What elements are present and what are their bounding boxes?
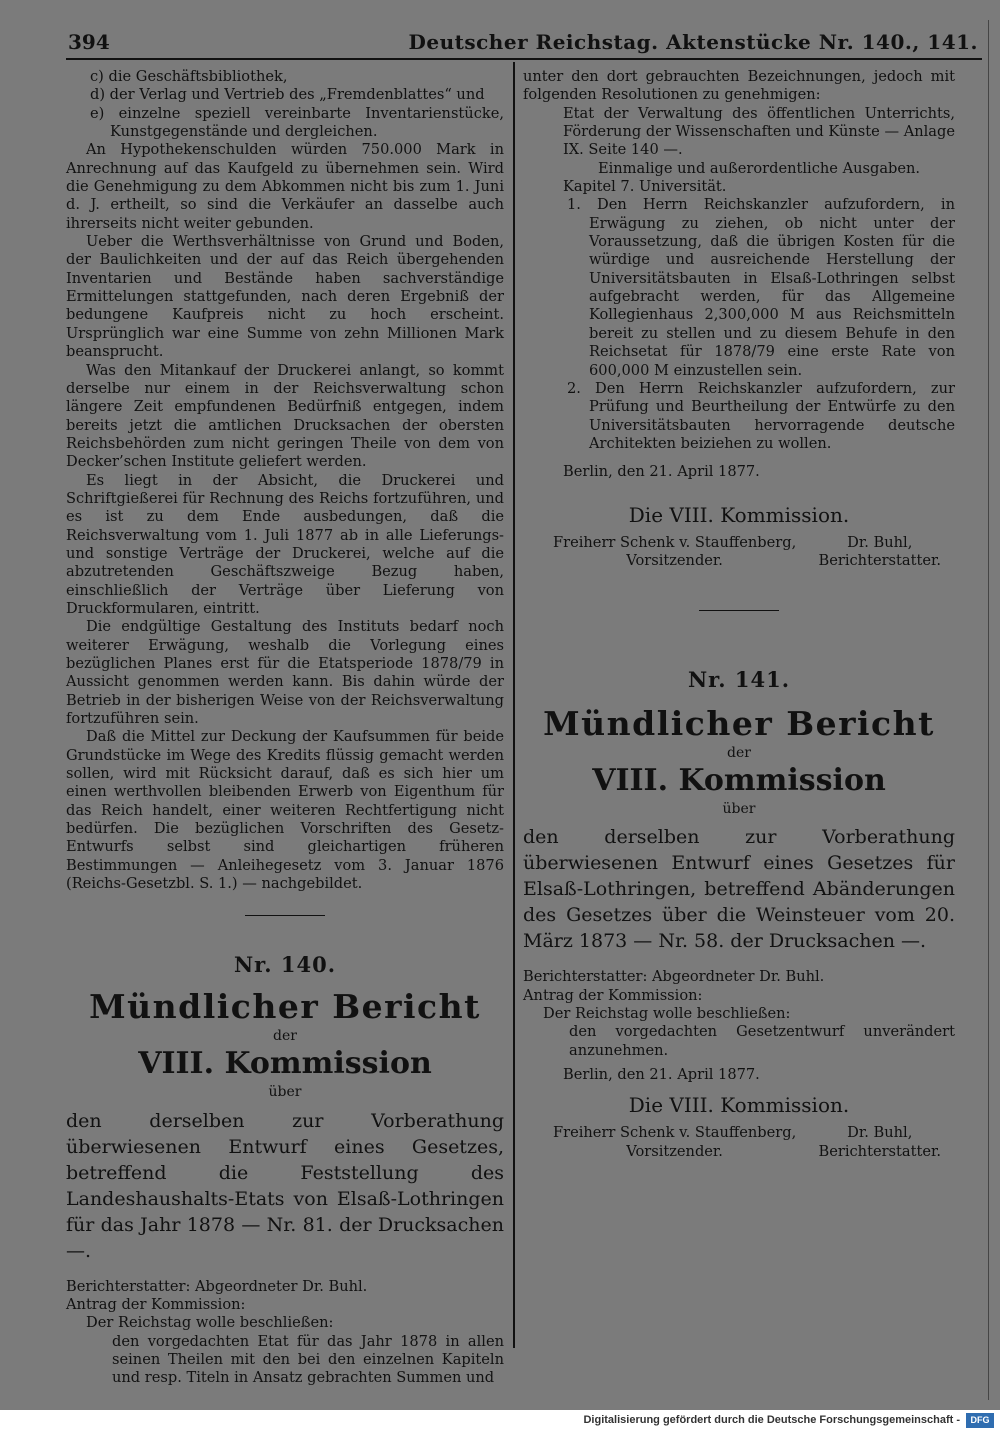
commission-title: VIII. Kommission [592, 762, 886, 798]
report-subject: den derselben zur Vorberathung überwiesenen Entwurf eines Gesetzes für Elsaß-Lothringen, betreffend Abänderungen des Gesetzes über die Weinsteuer vom 20. März 1873 — Nr. 58. der Drucksachen —. [523, 826, 955, 953]
report-subject: den derselben zur Vorberathung überwiesenen Entwurf eines Gesetzes, betreffend die Feststellung des Landeshaushalts-Etats von Elsaß-Lothringen für das Jahr 1878 — Nr. 81. der Drucksachen —. [66, 1109, 504, 1262]
section-separator [245, 915, 325, 916]
column-divider [513, 62, 515, 1348]
paragraph: Was den Mitankauf der Druckerei anlangt, so kommt derselbe nur einem in der Reichsverwaltung schon längere Zeit empfundenen Bedürfniß entgegen, indem bereits jetzt die amtlichen Drucksachen der obersten Reichsbehörden zum nicht geringen Theile von dem von Decker’schen Institute geliefert werden. [66, 361, 504, 471]
page-header [66, 28, 982, 60]
ueber-label: über [268, 1084, 302, 1101]
section-separator [699, 610, 779, 611]
paragraph: Es liegt in der Absicht, die Druckerei und Schriftgießerei für Rechnung des Reichs fortzuführen, und es ist zu dem Ende ausbedungen, daß die Reichsverwaltung vom 1. Juli 1877 ab in alle Lieferungs- und sonstige Verträge der Druckerei, welche auf die abzutretenden Geschäftszweige Bezug haben, einschließlich der Verträge über Lieferung von Druckformularen, eintritt. [66, 471, 504, 617]
chair-name: Freiherr Schenk v. Stauffenberg, [553, 1124, 797, 1142]
motion-text: den vorgedachten Gesetzentwurf unverändert anzunehmen. [569, 1023, 955, 1059]
list-item: d) der Verlag und Vertrieb des „Fremdenblattes“ und [90, 86, 485, 104]
reichstag-line: Der Reichstag wolle beschließen: [86, 1314, 334, 1332]
signatures [523, 534, 955, 571]
paragraph: Die endgültige Gestaltung des Instituts bedarf noch weiterer Erwägung, weshalb die Vorlegung eines bezüglichen Planes erst für die Etatsperiode 1878/79 in Aussicht genommen werden kann. Bis dahin würde der Betrieb in der bisherigen Weise von der Reichsverwaltung fortzuführen sein. [66, 618, 504, 728]
left-column [66, 68, 504, 1388]
dfg-logo: DFG [966, 1413, 994, 1428]
reporter-role: Berichterstatter. [818, 551, 941, 569]
paragraph: unter den dort gebrauchten Bezeichnungen, jedoch mit folgenden Resolutionen zu genehmigen: [523, 68, 955, 104]
reporter-name: Dr. Buhl, [847, 533, 913, 551]
document-number: Nr. 141. [687, 667, 791, 693]
paragraph: Ueber die Werthsverhältnisse von Grund und Boden, der Baulichkeiten und der auf das Reich übergehenden Inventarien und Bestände haben sachverständige Ermittelungen stattgefunden, nach deren Ergebniß der bedungene Kaufpreis nicht zu hoch erscheint. Ursprünglich war eine Summe von zehn Millionen Mark beansprucht. [66, 233, 504, 361]
date-line: Berlin, den 21. April 1877. [563, 1066, 760, 1083]
report-heading: Mündlicher Bericht [89, 986, 481, 1026]
reporter-role: Berichterstatter. [818, 1142, 941, 1160]
report-heading: Mündlicher Bericht [543, 703, 935, 743]
date-line: Berlin, den 21. April 1877. [563, 463, 760, 481]
reporter-name: Dr. Buhl, [847, 1124, 913, 1142]
footer-bar [0, 1410, 1000, 1432]
reporter-line: Berichterstatter: Abgeordneter Dr. Buhl. [66, 1277, 368, 1295]
chair-name: Freiherr Schenk v. Stauffenberg, [553, 533, 797, 551]
reichstag-line: Der Reichstag wolle beschließen: [543, 1004, 791, 1022]
chair-signature [553, 1124, 796, 1161]
signatures [523, 1124, 955, 1161]
etat-line: Etat der Verwaltung des öffentlichen Unterrichts, Förderung der Wissenschaften und Künste — Anlage IX. Seite 140 —. [563, 104, 955, 159]
reporter-line: Berichterstatter: Abgeordneter Dr. Buhl. [523, 968, 825, 986]
chair-role: Vorsitzender. [626, 1142, 723, 1160]
ueber-label: über [722, 800, 756, 817]
reporter-signature [819, 1124, 942, 1161]
chair-signature [553, 534, 796, 571]
der-label: der [273, 1027, 297, 1044]
commission-signature: Die VIII. Kommission. [628, 1093, 850, 1118]
expenses-heading: Einmalige und außerordentliche Ausgaben. [597, 159, 921, 177]
page-edge [988, 20, 989, 1400]
chair-role: Vorsitzender. [626, 551, 723, 569]
motion-text: den vorgedachten Etat für das Jahr 1878 in allen seinen Theilen mit den bei den einzelnen Kapiteln und resp. Titeln in Ansatz gebrachten Summen und [112, 1332, 504, 1387]
commission-signature: Die VIII. Kommission. [628, 502, 850, 527]
motion-heading: Antrag der Kommission: [66, 1295, 246, 1313]
paragraph: An Hypothekenschulden würden 750.000 Mark in Anrechnung auf das Kaufgeld zu übernehmen sein. Wird die Genehmigung zu dem Abkommen nicht bis zum 1. Juni d. J. ertheilt, so sind die Verkäufer an dasselbe auch ihrerseits nicht weiter gebunden. [66, 141, 504, 232]
der-label: der [727, 744, 751, 761]
list-item: c) die Geschäftsbibliothek, [90, 68, 288, 85]
motion-heading: Antrag der Kommission: [523, 986, 703, 1004]
chapter-line: Kapitel 7. Universität. [563, 178, 727, 196]
list-item: e) einzelne speziell vereinbarte Inventarienstücke, Kunstgegenstände und dergleichen. [90, 104, 504, 141]
running-title: Deutscher Reichstag. Aktenstücke Nr. 140., 141. [408, 30, 978, 54]
page-number: 394 [68, 30, 110, 54]
funding-note: Digitalisierung gefördert durch die Deutsche Forschungsgemeinschaft - [583, 1414, 960, 1426]
paragraph: Daß die Mittel zur Deckung der Kaufsummen für beide Grundstücke im Wege des Kredits flüssig gemacht werden sollen, wird mit Rücksicht darauf, daß es sich hier um einen werthvollen bleibenden Erwerb von Eigenthum für das Reich handelt, einer weiteren Rechtfertigung nicht bedürfen. Die bezüglichen Vorschriften des Gesetz-Entwurfs selbst sind gleichartigen früheren Bestimmungen — Anleihegesetz vom 3. Januar 1876 (Reichs-Gesetzbl. S. 1.) — nachgebildet. [66, 728, 504, 893]
commission-title: VIII. Kommission [138, 1046, 432, 1082]
resolution-item: 2. Den Herrn Reichskanzler aufzufordern, zur Prüfung und Beurtheilung der Entwürfe zu den Universitätsbauten hervorragende deutsche Architekten beiziehen zu wollen. [567, 379, 955, 452]
right-column [523, 68, 955, 1161]
resolution-item: 1. Den Herrn Reichskanzler aufzufordern, in Erwägung zu ziehen, ob nicht unter der Voraussetzung, daß die übrigen Kosten für die würdige und ausreichende Herstellung der Universitätsbauten in Elsaß-Lothringen selbst aufgebracht werden, für das Allgemeine Kollegienhaus 2,300,000 M aus Reichsmitteln bereit zu stellen und zu diesem Behufe in den Reichsetat für 1878/79 eine erste Rate von 600,000 M einzustellen sein. [567, 196, 955, 379]
document-number: Nr. 140. [233, 952, 337, 978]
reporter-signature [819, 534, 942, 571]
